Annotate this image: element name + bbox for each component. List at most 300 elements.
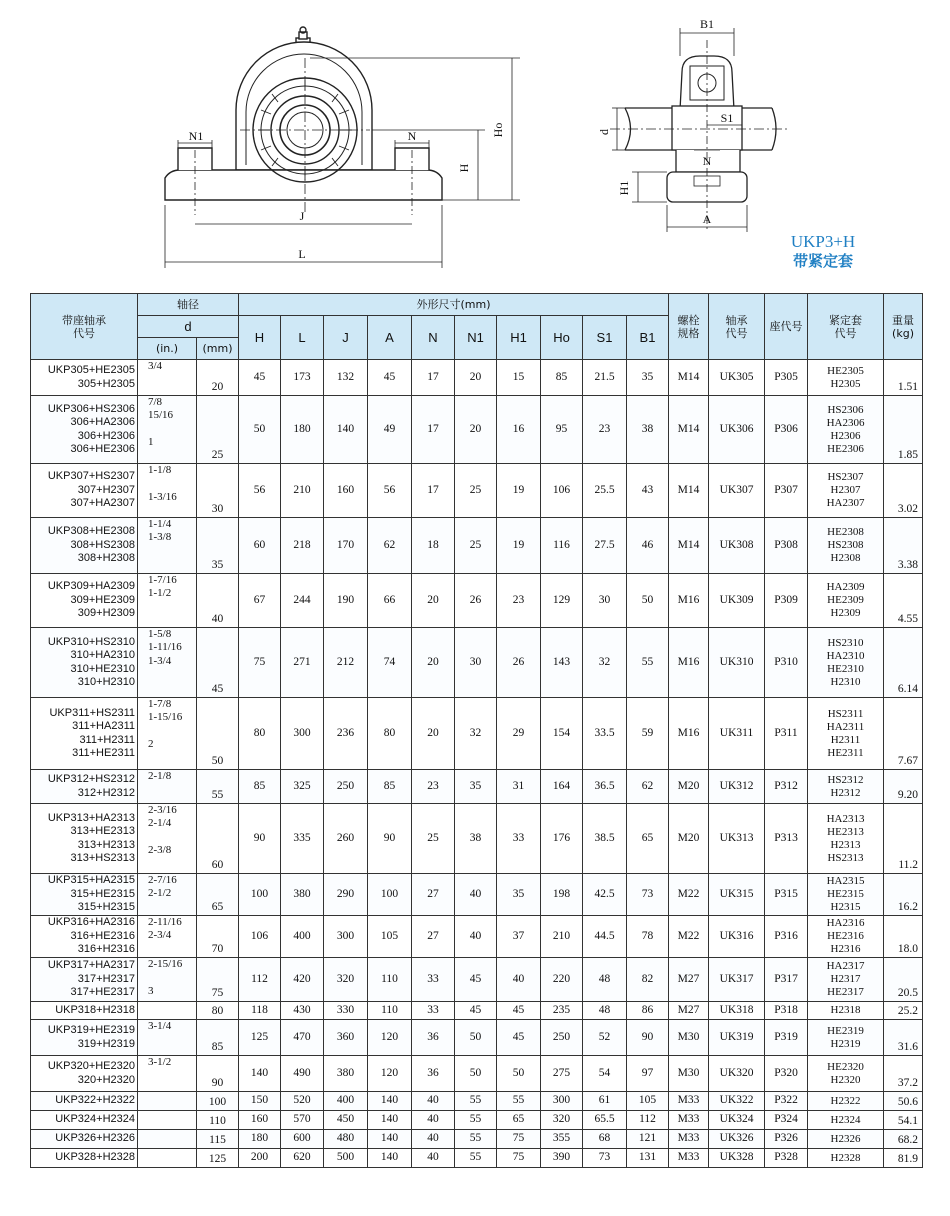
cell-dim-n: 40: [412, 1130, 455, 1149]
cell-model: UKP316+HA2316 316+HE2316 316+H2316: [31, 916, 138, 958]
header-col-l: L: [281, 316, 324, 360]
cell-dim-b1: 73: [627, 874, 669, 916]
cell-dim-n: 40: [412, 1111, 455, 1130]
cell-dim-ho: 106: [541, 464, 583, 518]
cell-mm: 115: [197, 1130, 239, 1149]
cell-dim-a: 90: [368, 804, 412, 874]
cell-dim-b1: 43: [627, 464, 669, 518]
cell-dim-h1: 19: [497, 518, 541, 574]
cell-housing: P313: [765, 804, 808, 874]
cell-housing: P306: [765, 396, 808, 464]
cell-weight: 31.6: [884, 1020, 923, 1056]
cell-sleeve: HS2311 HA2311 H2311 HE2311: [808, 698, 884, 770]
cell-bearing: UK317: [709, 958, 765, 1002]
header-col-h1: H1: [497, 316, 541, 360]
cell-dim-h1: 55: [497, 1092, 541, 1111]
cell-inch: 2-1/8: [138, 770, 197, 804]
cell-dim-s1: 42.5: [583, 874, 627, 916]
cell-weight: 16.2: [884, 874, 923, 916]
cell-dim-h1: 23: [497, 574, 541, 628]
cell-mm: 30: [197, 464, 239, 518]
header-bearing: [709, 294, 765, 360]
cell-dim-b1: 97: [627, 1056, 669, 1092]
cell-dim-l: 325: [281, 770, 324, 804]
cell-dim-n: 40: [412, 1149, 455, 1168]
header-col-j: J: [324, 316, 368, 360]
cell-dim-a: 74: [368, 628, 412, 698]
cell-dim-b1: 38: [627, 396, 669, 464]
cell-bearing: UK324: [709, 1111, 765, 1130]
header-weight-text: 重量 (kg): [892, 313, 915, 340]
cell-mm: 65: [197, 874, 239, 916]
header-mm: (mm): [197, 338, 239, 360]
cell-dim-h: 60: [239, 518, 281, 574]
cell-dim-h1: 15: [497, 360, 541, 396]
cell-housing: P310: [765, 628, 808, 698]
header-col-h: H: [239, 316, 281, 360]
header-col-s1: S1: [583, 316, 627, 360]
cell-dim-h: 75: [239, 628, 281, 698]
cell-housing: P311: [765, 698, 808, 770]
cell-dim-s1: 25.5: [583, 464, 627, 518]
front-view-drawing: [165, 27, 442, 215]
cell-bolt: M20: [669, 770, 709, 804]
table-row: [31, 1130, 923, 1149]
table-row: [31, 464, 923, 518]
cell-dim-n1: 25: [455, 518, 497, 574]
cell-bolt: M27: [669, 958, 709, 1002]
header-housing: 座代号: [765, 294, 808, 360]
cell-dim-s1: 52: [583, 1020, 627, 1056]
cell-dim-b1: 112: [627, 1111, 669, 1130]
label-l: L: [298, 247, 306, 261]
cell-inch: 2-15/16 3: [138, 958, 197, 1002]
cell-model: UKP318+H2318: [31, 1002, 138, 1020]
cell-inch: [138, 1092, 197, 1111]
cell-dim-n1: 20: [455, 360, 497, 396]
cell-sleeve: HE2320 H2320: [808, 1056, 884, 1092]
cell-dim-b1: 59: [627, 698, 669, 770]
cell-dim-s1: 44.5: [583, 916, 627, 958]
cell-weight: 1.51: [884, 360, 923, 396]
cell-sleeve: HA2317 H2317 HE2317: [808, 958, 884, 1002]
cell-model: UKP309+HA2309 309+HE2309 309+H2309: [31, 574, 138, 628]
cell-bolt: M14: [669, 464, 709, 518]
cell-housing: P312: [765, 770, 808, 804]
cell-dim-n: 27: [412, 874, 455, 916]
cell-bearing: UK310: [709, 628, 765, 698]
cell-dim-l: 620: [281, 1149, 324, 1168]
cell-dim-h1: 31: [497, 770, 541, 804]
cell-bolt: M33: [669, 1130, 709, 1149]
cell-dim-l: 210: [281, 464, 324, 518]
cell-dim-h: 180: [239, 1130, 281, 1149]
table-row: [31, 396, 923, 464]
label-j: J: [299, 209, 305, 223]
header-bolt: [669, 294, 709, 360]
cell-dim-h: 50: [239, 396, 281, 464]
cell-dim-n: 40: [412, 1092, 455, 1111]
cell-dim-j: 330: [324, 1002, 368, 1020]
cell-dim-b1: 131: [627, 1149, 669, 1168]
cell-bearing: UK326: [709, 1130, 765, 1149]
cell-dim-n1: 45: [455, 1002, 497, 1020]
cell-dim-ho: 300: [541, 1092, 583, 1111]
cell-weight: 11.2: [884, 804, 923, 874]
cell-dim-s1: 21.5: [583, 360, 627, 396]
cell-bearing: UK311: [709, 698, 765, 770]
cell-dim-a: 110: [368, 958, 412, 1002]
label-h0: Ho: [491, 122, 505, 138]
cell-mm: 20: [197, 360, 239, 396]
label-s1: S1: [720, 111, 734, 125]
cell-dim-ho: 355: [541, 1130, 583, 1149]
cell-dim-ho: 220: [541, 958, 583, 1002]
cell-bearing: UK318: [709, 1002, 765, 1020]
cell-dim-ho: 164: [541, 770, 583, 804]
cell-dim-j: 132: [324, 360, 368, 396]
cell-dim-l: 470: [281, 1020, 324, 1056]
cell-dim-l: 600: [281, 1130, 324, 1149]
header-col-a: A: [368, 316, 412, 360]
table-row: [31, 698, 923, 770]
cell-dim-l: 400: [281, 916, 324, 958]
cell-inch: 3/4: [138, 360, 197, 396]
cell-dim-j: 250: [324, 770, 368, 804]
header-sleeve-text: 紧定套 代号: [829, 313, 863, 340]
cell-dim-n: 27: [412, 916, 455, 958]
header-col-n: N: [412, 316, 455, 360]
cell-dim-h1: 40: [497, 958, 541, 1002]
cell-mm: 75: [197, 958, 239, 1002]
cell-dim-a: 140: [368, 1149, 412, 1168]
cell-mm: 25: [197, 396, 239, 464]
cell-dim-n: 17: [412, 396, 455, 464]
cell-dim-b1: 82: [627, 958, 669, 1002]
cell-dim-ho: 116: [541, 518, 583, 574]
label-d: d: [597, 129, 611, 135]
cell-dim-j: 190: [324, 574, 368, 628]
cell-dim-n1: 55: [455, 1092, 497, 1111]
header-outline: 外形尺寸(mm): [239, 294, 669, 316]
cell-inch: [138, 1130, 197, 1149]
cell-dim-s1: 36.5: [583, 770, 627, 804]
cell-dim-h: 160: [239, 1111, 281, 1130]
cell-dim-b1: 50: [627, 574, 669, 628]
cell-inch: 1-7/16 1-1/2: [138, 574, 197, 628]
cell-dim-n1: 26: [455, 574, 497, 628]
cell-dim-a: 110: [368, 1002, 412, 1020]
cell-sleeve: HA2309 HE2309 H2309: [808, 574, 884, 628]
cell-bolt: M16: [669, 628, 709, 698]
cell-dim-h: 100: [239, 874, 281, 916]
cell-mm: 80: [197, 1002, 239, 1020]
cell-sleeve: HS2307 H2307 HA2307: [808, 464, 884, 518]
cell-dim-a: 120: [368, 1020, 412, 1056]
label-h: H: [457, 163, 471, 173]
cell-housing: P322: [765, 1092, 808, 1111]
cell-dim-n1: 55: [455, 1149, 497, 1168]
cell-dim-n: 33: [412, 958, 455, 1002]
cell-dim-j: 450: [324, 1111, 368, 1130]
cell-model: UKP315+HA2315 315+HE2315 315+H2315: [31, 874, 138, 916]
cell-model: UKP307+HS2307 307+H2307 307+HA2307: [31, 464, 138, 518]
cell-dim-s1: 32: [583, 628, 627, 698]
cell-inch: 7/8 15/16 1: [138, 396, 197, 464]
cell-sleeve: HS2310 HA2310 HE2310 H2310: [808, 628, 884, 698]
table-row: [31, 874, 923, 916]
cell-mm: 100: [197, 1092, 239, 1111]
cell-model: UKP324+H2324: [31, 1111, 138, 1130]
caption-model: UKP3+H: [790, 232, 856, 251]
cell-dim-h: 45: [239, 360, 281, 396]
cell-model: UKP305+HE2305 305+H2305: [31, 360, 138, 396]
table-row: [31, 628, 923, 698]
cell-dim-l: 490: [281, 1056, 324, 1092]
cell-housing: P326: [765, 1130, 808, 1149]
cell-weight: 25.2: [884, 1002, 923, 1020]
cell-dim-a: 140: [368, 1130, 412, 1149]
cell-bearing: UK320: [709, 1056, 765, 1092]
cell-dim-n1: 25: [455, 464, 497, 518]
cell-dim-n: 20: [412, 574, 455, 628]
table-row: [31, 360, 923, 396]
cell-dim-s1: 48: [583, 958, 627, 1002]
cell-housing: P324: [765, 1111, 808, 1130]
cell-housing: P319: [765, 1020, 808, 1056]
table-row: [31, 1056, 923, 1092]
cell-dim-l: 380: [281, 874, 324, 916]
cell-weight: 50.6: [884, 1092, 923, 1111]
cell-sleeve: HS2312 H2312: [808, 770, 884, 804]
label-h1: H1: [617, 180, 631, 196]
cell-dim-n1: 40: [455, 874, 497, 916]
cell-bearing: UK309: [709, 574, 765, 628]
cell-bearing: UK315: [709, 874, 765, 916]
cell-dim-l: 218: [281, 518, 324, 574]
cell-dim-ho: 198: [541, 874, 583, 916]
cell-inch: 1-1/8 1-3/16: [138, 464, 197, 518]
cell-bearing: UK308: [709, 518, 765, 574]
cell-dim-ho: 250: [541, 1020, 583, 1056]
table-row: [31, 1092, 923, 1111]
cell-dim-l: 300: [281, 698, 324, 770]
cell-dim-ho: 129: [541, 574, 583, 628]
cell-dim-ho: 85: [541, 360, 583, 396]
cell-model: UKP322+H2322: [31, 1092, 138, 1111]
cell-dim-b1: 105: [627, 1092, 669, 1111]
header-shaft: 轴径: [138, 294, 239, 316]
cell-sleeve: H2322: [808, 1092, 884, 1111]
cell-dim-n1: 55: [455, 1111, 497, 1130]
cell-bolt: M16: [669, 698, 709, 770]
cell-mm: 85: [197, 1020, 239, 1056]
cell-dim-j: 212: [324, 628, 368, 698]
cell-dim-h1: 37: [497, 916, 541, 958]
cell-dim-ho: 320: [541, 1111, 583, 1130]
table-row: [31, 1020, 923, 1056]
cell-dim-ho: 154: [541, 698, 583, 770]
cell-dim-ho: 235: [541, 1002, 583, 1020]
cell-housing: P315: [765, 874, 808, 916]
cell-dim-ho: 390: [541, 1149, 583, 1168]
table-row: [31, 1002, 923, 1020]
cell-housing: P318: [765, 1002, 808, 1020]
cell-inch: 1-5/8 1-11/16 1-3/4: [138, 628, 197, 698]
cell-dim-j: 500: [324, 1149, 368, 1168]
cell-weight: 1.85: [884, 396, 923, 464]
cell-housing: P309: [765, 574, 808, 628]
cell-dim-ho: 176: [541, 804, 583, 874]
cell-model: UKP326+H2326: [31, 1130, 138, 1149]
cell-dim-h1: 19: [497, 464, 541, 518]
spec-header: [31, 294, 923, 360]
cell-model: UKP310+HS2310 310+HA2310 310+HE2310 310+H2310: [31, 628, 138, 698]
cell-dim-h: 90: [239, 804, 281, 874]
cell-dim-l: 420: [281, 958, 324, 1002]
cell-dim-n1: 30: [455, 628, 497, 698]
cell-dim-l: 244: [281, 574, 324, 628]
cell-mm: 125: [197, 1149, 239, 1168]
header-weight: [884, 294, 923, 360]
cell-dim-j: 380: [324, 1056, 368, 1092]
cell-sleeve: H2318: [808, 1002, 884, 1020]
cell-dim-h: 80: [239, 698, 281, 770]
cell-mm: 35: [197, 518, 239, 574]
cell-bearing: UK312: [709, 770, 765, 804]
cell-dim-n: 23: [412, 770, 455, 804]
cell-model: UKP320+HE2320 320+H2320: [31, 1056, 138, 1092]
cell-dim-a: 56: [368, 464, 412, 518]
cell-dim-b1: 65: [627, 804, 669, 874]
cell-dim-ho: 143: [541, 628, 583, 698]
cell-dim-b1: 62: [627, 770, 669, 804]
cell-weight: 7.67: [884, 698, 923, 770]
cell-dim-n1: 20: [455, 396, 497, 464]
cell-dim-b1: 35: [627, 360, 669, 396]
cell-dim-s1: 33.5: [583, 698, 627, 770]
spec-table: [30, 293, 923, 1168]
label-n: N: [407, 129, 417, 143]
cell-sleeve: HA2313 HE2313 H2313 HS2313: [808, 804, 884, 874]
cell-sleeve: H2326: [808, 1130, 884, 1149]
cell-dim-l: 335: [281, 804, 324, 874]
cell-dim-n1: 50: [455, 1020, 497, 1056]
header-model: [31, 294, 138, 360]
cell-weight: 81.9: [884, 1149, 923, 1168]
cell-mm: 40: [197, 574, 239, 628]
cell-dim-j: 260: [324, 804, 368, 874]
cell-bearing: UK316: [709, 916, 765, 958]
cell-dim-l: 271: [281, 628, 324, 698]
cell-housing: P320: [765, 1056, 808, 1092]
cell-dim-j: 290: [324, 874, 368, 916]
cell-dim-b1: 55: [627, 628, 669, 698]
header-bearing-text: 轴承 代号: [725, 313, 748, 340]
cell-dim-h: 200: [239, 1149, 281, 1168]
cell-bolt: M14: [669, 396, 709, 464]
cell-dim-h1: 75: [497, 1130, 541, 1149]
cell-inch: [138, 1111, 197, 1130]
cell-dim-n1: 38: [455, 804, 497, 874]
cell-sleeve: H2324: [808, 1111, 884, 1130]
cell-bolt: M33: [669, 1149, 709, 1168]
cell-dim-j: 170: [324, 518, 368, 574]
cell-weight: 20.5: [884, 958, 923, 1002]
cell-dim-s1: 68: [583, 1130, 627, 1149]
cell-mm: 55: [197, 770, 239, 804]
cell-dim-n1: 32: [455, 698, 497, 770]
cell-dim-a: 45: [368, 360, 412, 396]
cell-bolt: M30: [669, 1020, 709, 1056]
cell-dim-l: 173: [281, 360, 324, 396]
cell-inch: 2-3/16 2-1/4 2-3/8: [138, 804, 197, 874]
cell-dim-h: 106: [239, 916, 281, 958]
cell-housing: P307: [765, 464, 808, 518]
cell-inch: 2-11/16 2-3/4: [138, 916, 197, 958]
cell-dim-h: 150: [239, 1092, 281, 1111]
cell-bearing: UK313: [709, 804, 765, 874]
table-row: [31, 1111, 923, 1130]
cell-dim-h: 125: [239, 1020, 281, 1056]
cell-dim-h1: 75: [497, 1149, 541, 1168]
cell-model: UKP317+HA2317 317+H2317 317+HE2317: [31, 958, 138, 1002]
cell-inch: 3-1/2: [138, 1056, 197, 1092]
cell-model: UKP308+HE2308 308+HS2308 308+H2308: [31, 518, 138, 574]
cell-dim-l: 180: [281, 396, 324, 464]
cell-dim-h1: 16: [497, 396, 541, 464]
cell-mm: 110: [197, 1111, 239, 1130]
cell-dim-a: 66: [368, 574, 412, 628]
cell-inch: 1-7/8 1-15/16 2: [138, 698, 197, 770]
cell-dim-l: 570: [281, 1111, 324, 1130]
cell-sleeve: HA2315 HE2315 H2315: [808, 874, 884, 916]
cell-weight: 37.2: [884, 1056, 923, 1092]
cell-model: UKP328+H2328: [31, 1149, 138, 1168]
cell-weight: 54.1: [884, 1111, 923, 1130]
cell-weight: 3.02: [884, 464, 923, 518]
cell-dim-j: 160: [324, 464, 368, 518]
cell-dim-h: 56: [239, 464, 281, 518]
cell-dim-a: 140: [368, 1092, 412, 1111]
cell-dim-a: 85: [368, 770, 412, 804]
cell-dim-b1: 90: [627, 1020, 669, 1056]
cell-weight: 6.14: [884, 628, 923, 698]
cell-dim-h: 118: [239, 1002, 281, 1020]
cell-dim-n: 17: [412, 464, 455, 518]
cell-bearing: UK305: [709, 360, 765, 396]
cell-dim-n: 20: [412, 698, 455, 770]
header-col-b1: B1: [627, 316, 669, 360]
cell-inch: 3-1/4: [138, 1020, 197, 1056]
side-view-drawing: [610, 40, 790, 230]
cell-dim-a: 80: [368, 698, 412, 770]
cell-model: UKP312+HS2312 312+H2312: [31, 770, 138, 804]
label-b1: B1: [699, 17, 715, 31]
cell-bearing: UK307: [709, 464, 765, 518]
cell-bolt: M22: [669, 874, 709, 916]
cell-dim-s1: 30: [583, 574, 627, 628]
cell-dim-n: 20: [412, 628, 455, 698]
header-shaft-d: d: [138, 316, 239, 338]
label-a: A: [702, 212, 712, 226]
cell-dim-h: 67: [239, 574, 281, 628]
cell-model: UKP306+HS2306 306+HA2306 306+H2306 306+HE2306: [31, 396, 138, 464]
cell-dim-h1: 50: [497, 1056, 541, 1092]
cell-dim-b1: 78: [627, 916, 669, 958]
cell-sleeve: HE2319 H2319: [808, 1020, 884, 1056]
label-n1: N1: [188, 129, 204, 143]
